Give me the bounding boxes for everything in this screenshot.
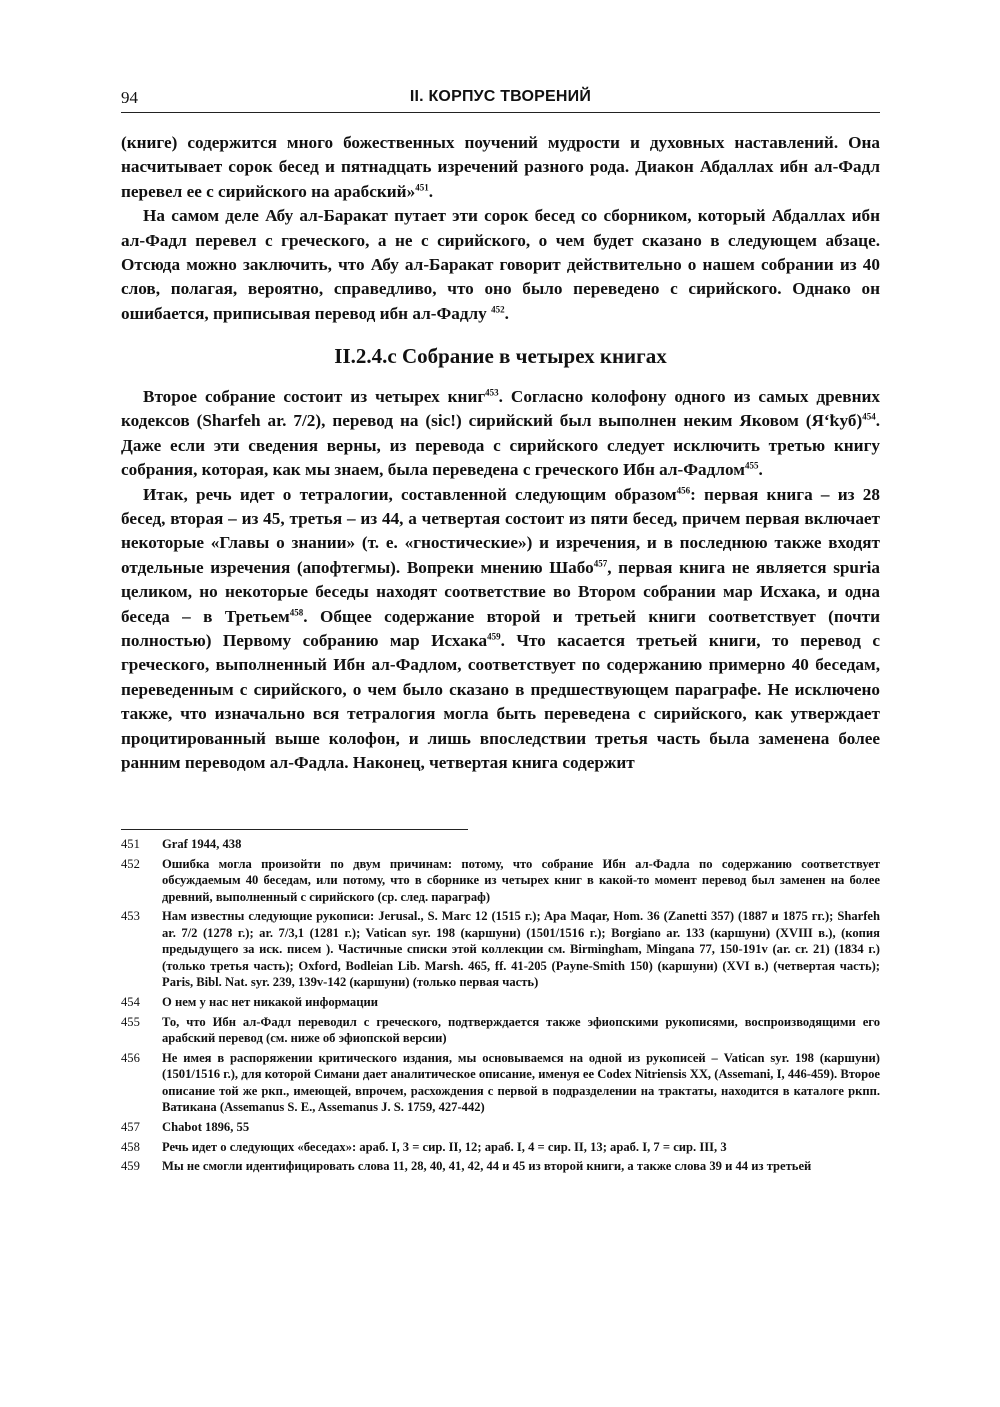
footnote — [121, 1158, 880, 1174]
paragraph-4: Итак, речь идет о тетралогии, составленной следующим образом$^{456}$: первая книга – из 28 бесед, вторая – из 45, третья – из 44, а четвертая состоит из пяти бесед, причем первая включает некоторые «Главы о знании» (т. е. «гностические») и изречения, и в последнюю также входят отдельные изречения (апофтегмы). Вопреки мнению Шабо$^{457}$, первая книга не является spuria целиком, но некоторые беседы находят соответствие во Втором собрании мар Исхака, и одна беседа – в Третьем$^{458}$. Общее содержание второй и третьей книги соответствует (почти полностью) Первому собранию мар Исхака$^{459}$. Что касается третьей книги, то перевод с греческого, выполненный Ибн ал-Фадлом, соответствует по содержанию примерно 40 беседам, переведенным с сирийского, о чем было сказано в предшествующем параграфе. Не исключено также, что изначально вся тетралогия могла быть переведена с сирийского, как утверждает процитированный выше колофон, и лишь впоследствии третья часть была заменена более ранним переводом ал-Фадла. Наконец, четвертая книга содержит — [121, 484, 880, 773]
footnote — [121, 1014, 880, 1047]
footnote-text: Graf 1944, 438 — [162, 837, 242, 851]
footnote — [121, 994, 880, 1010]
paragraph-2: На самом деле Абу ал-Баракат путает эти сорок бесед со сборником, который Абдаллах ибн ал-Фадл перевел с греческого, а не с сирийского, о чем будет сказано в следующем абзаце. Отсюда можно заключить, что Абу ал-Баракат говорит действительно о нашем собрании из 40 слов, полагая, вероятно, справедливо, что оно было переведено с сирийского. Однако он ошибается, приписывая перевод ибн ал-Фадлу $^{452}$. — [121, 206, 880, 323]
footnote-ref-454[interactable]: 454 — [862, 411, 876, 422]
footnote-number: 459 — [121, 1159, 140, 1174]
footnote-number: 457 — [121, 1119, 140, 1134]
running-head: II. КОРПУС ТВОРЕНИЙ — [409, 88, 592, 105]
footnote — [121, 908, 880, 990]
main-text-section — [121, 385, 880, 776]
footnote-ref-458[interactable]: 458 — [289, 606, 304, 617]
footnote-text: Chabot 1896, 55 — [162, 1119, 250, 1134]
footnote-number: 454 — [121, 994, 140, 1009]
footnote-text: Мы не смогли идентифицировать слова 11, 28, 40, 41, 42, 44 и 45 из второй книги, а также слова 39 и 44 из третьей — [162, 1159, 812, 1174]
footnote — [121, 1139, 880, 1155]
footnote-ref-452[interactable]: 452 — [491, 304, 505, 315]
footnote — [121, 1119, 880, 1135]
footnote-text: О нем у нас нет никакой информации — [162, 994, 378, 1009]
paragraph-1: (книге) содержится много божественных поучений мудрости и духовных наставлений. Она насчитывает сорок бесед и пятнадцать изречений разного рода. Диакон Абдаллах ибн ал-Фадл перевел ее с сирийского на арабский»$^{451}$. — [121, 133, 880, 201]
footnote-ref-459[interactable]: 459 — [487, 631, 501, 642]
footnote — [121, 1050, 880, 1116]
footnote-divider — [121, 829, 468, 830]
main-text-top — [121, 131, 880, 326]
footnote-number: 452 — [121, 856, 140, 871]
page-number: 94 — [121, 88, 138, 107]
section-title: II.2.4.c Собрание в четырех книгах — [334, 344, 667, 368]
footnote-text: Не имея в распоряжении критического издания, мы основываемся на одной из рукописей – Vatican syr. 198 (каршуни) (1501/1516 г.), для которой Симани дает аналитическое описание, именуя ее Codex Nitriensis XX, (Assemani, I, 446-459). Второе описание той же ркп., имеющей, впрочем, расхождения с первой в подразделении на трактаты, находится в каталоге ркпп. Ватикана (Assemanus S. E., Assemanus J. S. 1759, 427-442) — [162, 1050, 880, 1115]
footnote-number: 455 — [121, 1014, 140, 1029]
footnote-ref-453[interactable]: 453 — [485, 387, 499, 398]
footnote-text: Речь идет о следующих «беседах»: араб. I, 3 = сир. II, 12; араб. I, 4 = сир. II, 13; араб. I, 7 = сир. III, 3 — [162, 1139, 727, 1154]
footnote — [121, 836, 880, 852]
footnote-ref-451[interactable]: 451 — [415, 182, 429, 193]
footnote-text: Ошибка могла произойти по двум причинам: потому, что собрание Ибн ал-Фадла по содержанию соответствует обсуждаемым 40 беседам, или потому, что в сборнике из четырех книг в какой-то момент перевод был заменен на более древний, выполненный с сирийского (ср. след. параграф) — [162, 856, 880, 904]
footnote-text: Нам известны следующие рукописи: Jerusal., S. Marc 12 (1515 г.); Apa Maqar, Hom. 36 (Zanetti 357) (1887 и 1875 гг.); Sharfeh ar. 7/2 (1278 г.); ar. 7/3,1 (1281 г.); Vatican syr. 198 (каршуни) (1501/1516 г.); Borgiano ar. 133 (каршуни) (XVIII в.), (копия предыдущего за иск. писем ). Частичные списки этой коллекции см. Birmingham, Mingana 77, 150-191v (ar. cr. 21) (1834 г.) (только третья часть); Oxford, Bodleian Lib. Marsh. 465, ff. 41-205 (Payne-Smith 150) (каршуни) (XVI в.) (четвертая часть); Paris, Bibl. Nat. syr. 239, 139v-142 (каршуни) (только первая часть) — [162, 909, 880, 990]
footnote-number: 453 — [121, 909, 140, 924]
footnotes — [121, 836, 880, 1178]
footnote-number: 458 — [121, 1139, 140, 1154]
footnote-ref-457[interactable]: 457 — [593, 558, 608, 569]
footnote — [121, 856, 880, 905]
footnote-number: 456 — [121, 1050, 140, 1065]
footnote-ref-455[interactable]: 455 — [744, 460, 759, 471]
page-header — [121, 88, 880, 113]
paragraph-3: Второе собрание состоит из четырех книг$^{453}$. Согласно колофону одного из самых древних кодексов (Sharfeh ar. 7/2), перевод на (sic!) сирийский был выполнен неким Яковом (Я‘ҟуб)$^{454}$. Даже если эти сведения верны, из перевода с сирийского следует исключить третью книгу собрания, которая, как мы знаем, была переведена с греческого Ибн ал-Фадлом$^{455}$. — [121, 387, 880, 480]
footnote-ref-456[interactable]: 456 — [676, 484, 691, 495]
footnote-number: 451 — [121, 837, 140, 851]
footnote-text: То, что Ибн ал-Фадл переводил с греческого, подтверждается также эфиопскими рукописями, воспроизводящими его арабский перевод (см. ниже об эфиопской версии) — [162, 1014, 880, 1046]
